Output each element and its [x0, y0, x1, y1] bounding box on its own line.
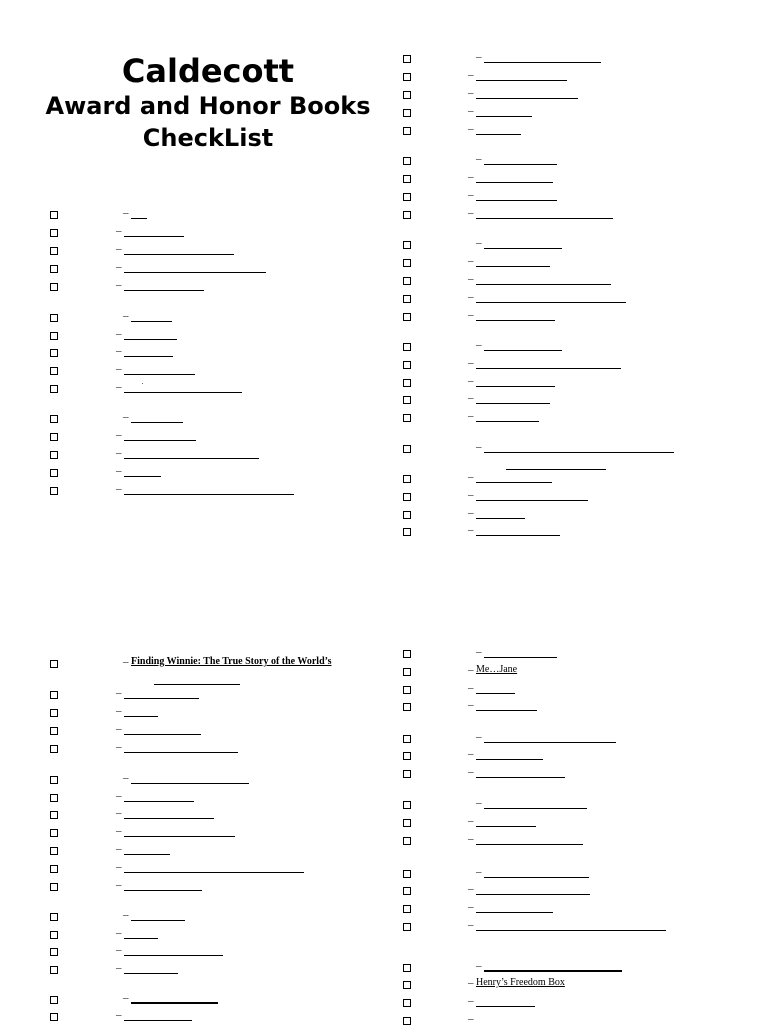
blank-title-line [124, 254, 234, 255]
dash-separator: – [116, 447, 122, 459]
checkbox[interactable] [403, 511, 411, 519]
list-item [0, 665, 768, 679]
blank-title-line [476, 482, 552, 483]
dash-separator: – [468, 410, 474, 422]
checkbox[interactable] [403, 343, 411, 351]
checkbox[interactable] [403, 837, 411, 845]
dash-separator: – [116, 279, 122, 291]
dash-separator: – [476, 960, 482, 972]
dash-separator: – [116, 225, 122, 237]
checkbox[interactable] [403, 905, 411, 913]
dash-separator: – [116, 861, 122, 873]
book-title: Henry’s Freedom Box [476, 977, 565, 988]
list-item [0, 393, 768, 407]
dash-separator: – [468, 489, 474, 501]
list-item [0, 106, 768, 120]
dash-separator: – [116, 1009, 122, 1021]
list-item [0, 256, 768, 270]
dash-separator: – [468, 919, 474, 931]
checkbox[interactable] [403, 295, 411, 303]
dash-separator: – [468, 664, 474, 676]
dash-separator: – [116, 807, 122, 819]
dash-separator: – [468, 309, 474, 321]
blank-title-line [484, 62, 601, 63]
blank-title-line [476, 894, 590, 895]
list-item [0, 442, 768, 456]
dash-separator: – [123, 656, 129, 668]
dash-separator: – [116, 261, 122, 273]
dash-separator: – [468, 1013, 474, 1025]
dash-separator: – [116, 790, 122, 802]
checkbox[interactable] [403, 127, 411, 135]
dash-separator: – [468, 901, 474, 913]
dash-separator: – [116, 328, 122, 340]
dash-separator: – [123, 411, 129, 423]
list-item [0, 798, 768, 812]
checkbox[interactable] [50, 948, 58, 956]
checkbox[interactable] [403, 752, 411, 760]
checkbox[interactable] [403, 73, 411, 81]
blank-title-line [124, 938, 158, 939]
dash-separator: – [476, 339, 482, 351]
list-item [0, 732, 768, 746]
dash-separator: – [476, 797, 482, 809]
checkbox[interactable] [403, 770, 411, 778]
list-item [0, 647, 768, 661]
checkbox[interactable] [403, 735, 411, 743]
dash-separator: – [116, 429, 122, 441]
list-item [0, 358, 768, 372]
dash-separator: – [116, 843, 122, 855]
blank-title-line [484, 742, 616, 743]
checkbox[interactable] [403, 396, 411, 404]
blank-title-line [476, 826, 536, 827]
dash-separator: – [123, 992, 129, 1004]
dash-separator: – [116, 363, 122, 375]
dash-separator: – [468, 815, 474, 827]
blank-title-line [124, 854, 170, 855]
blank-title-line [476, 421, 539, 422]
dash-separator: – [468, 105, 474, 117]
dash-separator: – [476, 51, 482, 63]
dash-separator: – [116, 927, 122, 939]
list-item [0, 867, 768, 881]
dash-separator: – [468, 766, 474, 778]
blank-title-line [476, 518, 525, 519]
dash-separator: – [476, 153, 482, 165]
blank-title-line [476, 1006, 535, 1007]
dash-separator: – [476, 237, 482, 249]
blank-title-line [476, 759, 543, 760]
dash-separator: – [123, 207, 129, 219]
checkbox[interactable] [403, 475, 411, 483]
dash-separator: – [116, 944, 122, 956]
blank-title-line [476, 284, 611, 285]
checkbox[interactable] [50, 847, 58, 855]
blank-title-line [476, 912, 553, 913]
dash-separator: – [468, 255, 474, 267]
checkbox[interactable] [403, 923, 411, 931]
blank-title-line [476, 182, 553, 183]
list-item [0, 767, 768, 781]
checkbox[interactable] [50, 433, 58, 441]
blank-title-line [476, 777, 565, 778]
blank-title-line [476, 693, 515, 694]
checkbox[interactable] [403, 211, 411, 219]
dash-separator: – [468, 171, 474, 183]
blank-title-line [476, 320, 555, 321]
blank-title-line [124, 698, 199, 699]
dash-separator: – [476, 866, 482, 878]
list-item [0, 190, 768, 204]
blank-title-line [476, 403, 550, 404]
checkbox[interactable] [403, 981, 411, 989]
checkbox[interactable] [50, 229, 58, 237]
dash-separator: – [468, 883, 474, 895]
blank-title-line [476, 266, 550, 267]
list-item [0, 124, 768, 138]
dash-separator: – [116, 741, 122, 753]
blank-title-line [124, 290, 204, 291]
dash-separator: – [116, 962, 122, 974]
list-item [0, 683, 768, 697]
dash-separator: – [468, 471, 474, 483]
blank-title-line [124, 272, 266, 273]
checkbox[interactable] [403, 686, 411, 694]
blank-title-line [484, 808, 587, 809]
list-item [0, 834, 768, 848]
list-item [0, 238, 768, 252]
dash-separator: – [476, 441, 482, 453]
blank-title-line [484, 350, 562, 351]
checkbox[interactable] [403, 445, 411, 453]
blank-title-line [476, 80, 567, 81]
list-item [0, 340, 768, 354]
page-subtitle: Award and Honor Books [45, 92, 371, 120]
checkbox[interactable] [403, 175, 411, 183]
dash-separator: – [468, 273, 474, 285]
blank-title-line [484, 657, 557, 658]
list-item [0, 88, 768, 102]
blank-title-line [476, 368, 621, 369]
checkbox[interactable] [403, 964, 411, 972]
blank-title-line [476, 930, 666, 931]
dash-separator: – [116, 723, 122, 735]
blank-title-line [476, 500, 588, 501]
list-item [0, 376, 768, 390]
dash-separator: – [468, 69, 474, 81]
blank-title-line [506, 469, 606, 470]
dash-separator: – [468, 123, 474, 135]
blank-title-line [484, 970, 622, 972]
checkbox[interactable] [403, 277, 411, 285]
checkbox[interactable] [403, 55, 411, 63]
list-item [0, 920, 768, 934]
checkbox[interactable] [403, 157, 411, 165]
checkbox[interactable] [403, 241, 411, 249]
checkbox[interactable] [403, 259, 411, 267]
checkbox[interactable] [403, 91, 411, 99]
list-item [0, 154, 768, 168]
checkbox[interactable] [403, 493, 411, 501]
blank-title-line [124, 374, 195, 375]
blank-title-line [484, 452, 674, 453]
list-item [0, 945, 768, 959]
list-item [0, 172, 768, 186]
dash-separator: – [116, 465, 122, 477]
dash-separator: – [116, 243, 122, 255]
list-item [0, 208, 768, 222]
blank-title-line [484, 164, 557, 165]
dash-separator: – [116, 879, 122, 891]
page-subtitle-2: CheckList [142, 124, 274, 152]
dash-separator: – [468, 833, 474, 845]
dash-separator: – [468, 682, 474, 694]
blank-title-line [476, 200, 557, 201]
blank-title-line [124, 440, 196, 441]
list-item [0, 1014, 768, 1028]
checkbox[interactable] [50, 332, 58, 340]
blank-title-line [476, 134, 521, 135]
blank-title-line [476, 844, 583, 845]
dash-separator: – [468, 375, 474, 387]
list-item [0, 52, 768, 66]
dash-separator: – [468, 87, 474, 99]
dash-separator: – [468, 291, 474, 303]
checkbox[interactable] [403, 703, 411, 711]
dash-separator: – [468, 699, 474, 711]
checkbox[interactable] [403, 999, 411, 1007]
dash-separator: – [468, 189, 474, 201]
blank-title-line [124, 955, 223, 956]
checkbox[interactable] [403, 887, 411, 895]
dash-separator: – [468, 995, 474, 1007]
dash-separator: – [116, 705, 122, 717]
list-item [0, 472, 768, 486]
checkbox[interactable] [403, 109, 411, 117]
blank-title-line [476, 98, 578, 99]
dash-separator: – [116, 381, 122, 393]
dash-separator: – [476, 646, 482, 658]
list-item [0, 961, 768, 975]
list-item [0, 490, 768, 504]
page-title: Caldecott [121, 52, 295, 90]
book-title: Finding Winnie: The True Story of the World’s [131, 656, 332, 667]
list-item [0, 70, 768, 84]
blank-title-line [476, 535, 560, 536]
checkbox[interactable] [403, 801, 411, 809]
checkbox[interactable] [403, 193, 411, 201]
blank-title-line [476, 116, 532, 117]
list-item [0, 411, 768, 425]
list-item [0, 978, 768, 992]
dash-separator: – [123, 909, 129, 921]
list-item [0, 274, 768, 288]
dash-separator: – [116, 345, 122, 357]
blank-title-line [476, 386, 555, 387]
dash-separator: – [468, 507, 474, 519]
blank-title-line [476, 302, 626, 303]
list-item [0, 902, 768, 916]
dash-separator: – [468, 748, 474, 760]
dash-separator: – [468, 357, 474, 369]
blank-title-line [476, 710, 537, 711]
list-item [0, 884, 768, 898]
dash-separator: – [468, 207, 474, 219]
list-item [0, 749, 768, 763]
list-item [0, 525, 768, 539]
checkbox[interactable] [403, 870, 411, 878]
book-title: Me…Jane [476, 664, 518, 675]
list-item [0, 310, 768, 324]
checkbox[interactable] [403, 313, 411, 321]
dash-separator: – [116, 687, 122, 699]
title-block [40, 52, 376, 154]
dash-separator: – [116, 825, 122, 837]
list-item [0, 700, 768, 714]
blank-title-line [476, 218, 613, 219]
checkbox[interactable] [403, 414, 411, 422]
blank-title-line [124, 356, 173, 357]
dash-separator: – [468, 977, 474, 989]
dash-separator: – [476, 731, 482, 743]
dash-separator: – [123, 772, 129, 784]
dash-separator: – [123, 310, 129, 322]
checkbox[interactable] [403, 650, 411, 658]
list-item [0, 816, 768, 830]
checkbox[interactable] [403, 819, 411, 827]
blank-title-line [131, 783, 249, 784]
list-item [0, 292, 768, 306]
blank-title-line [484, 877, 589, 878]
blank-title-line [484, 248, 562, 249]
checkbox[interactable] [403, 379, 411, 387]
checkbox[interactable] [403, 361, 411, 369]
dash-separator: – [116, 483, 122, 495]
dash-separator: – [468, 524, 474, 536]
list-item [0, 508, 768, 522]
list-item [0, 996, 768, 1010]
checkbox[interactable] [403, 668, 411, 676]
checkbox[interactable] [403, 528, 411, 536]
list-item-continuation [0, 459, 768, 473]
blank-title-line [124, 236, 184, 237]
dash-separator: – [468, 392, 474, 404]
blank-title-line [124, 716, 158, 717]
